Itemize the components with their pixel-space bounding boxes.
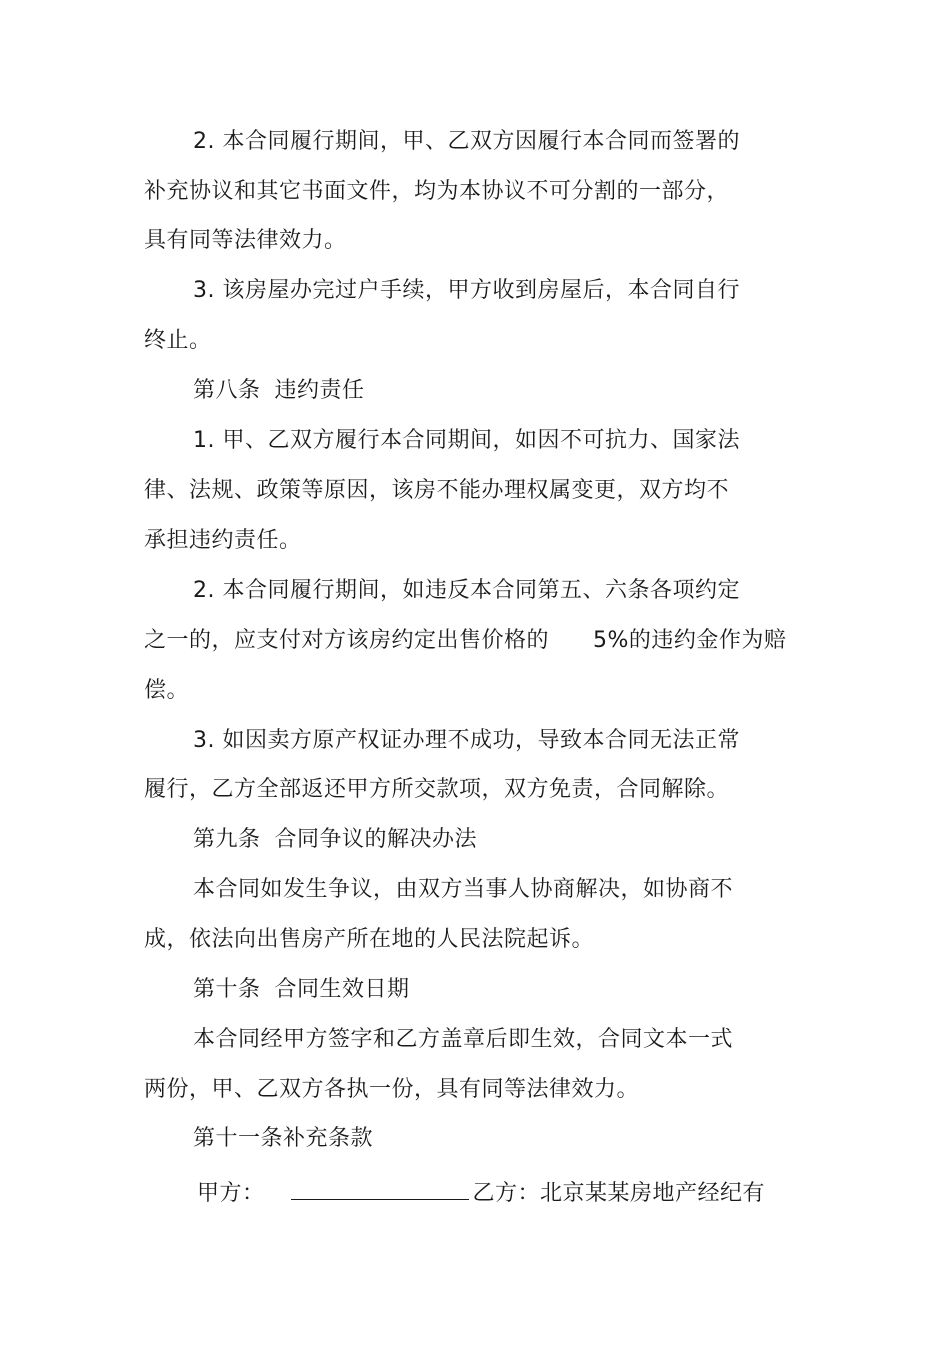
paragraph-line [144, 676, 189, 706]
text: 终止。 [144, 328, 212, 353]
text: 偿。 [144, 678, 190, 703]
article-number: 第九条 [193, 827, 261, 852]
paragraph-line [144, 775, 729, 805]
paragraph-line [144, 226, 347, 256]
text: 的违约金作为赔 [628, 628, 787, 653]
paragraph-line [193, 576, 740, 606]
paragraph-line [193, 1025, 733, 1055]
text: 履行，乙方全部返还甲方所交款项，双方免责，合同解除。 [144, 777, 730, 802]
article-heading-9 [193, 825, 477, 855]
text: 律、法规、政策等原因，该房不能办理权属变更，双方均不 [144, 478, 730, 503]
text: 承担违约责任。 [144, 528, 302, 553]
text: 两份，甲、乙双方各执一份，具有同等法律效力。 [144, 1077, 640, 1102]
paragraph-line [144, 326, 212, 356]
text: 2. 本合同履行期间，甲、乙双方因履行本合同而签署的 [193, 129, 740, 154]
text: 2. 本合同履行期间，如违反本合同第五、六条各项约定 [193, 578, 740, 603]
article-number: 第十条 [193, 977, 261, 1002]
paragraph-line [193, 875, 733, 905]
text: 1. 甲、乙双方履行本合同期间，如因不可抗力、国家法 [193, 428, 740, 453]
paragraph-line [144, 1075, 639, 1105]
article-title: 第十一条补充条款 [193, 1126, 374, 1151]
article-heading-11 [193, 1124, 373, 1154]
paragraph-line [193, 426, 740, 456]
paragraph-line [193, 276, 740, 306]
party-b-label: 乙方：北京某某房地产经纪有 [472, 1181, 766, 1206]
text: 3. 如因卖方原产权证办理不成功，导致本合同无法正常 [193, 728, 740, 753]
paragraph-line [144, 626, 786, 656]
text: 具有同等法律效力。 [144, 228, 347, 253]
paragraph-line [144, 526, 302, 556]
text: 本合同经甲方签字和乙方盖章后即生效，合同文本一式 [193, 1027, 734, 1052]
article-number: 第八条 [193, 378, 261, 403]
article-heading-8 [193, 376, 365, 406]
article-title: 合同生效日期 [274, 977, 410, 1002]
text: 3. 该房屋办完过户手续，甲方收到房屋后，本合同自行 [193, 278, 740, 303]
text: 补充协议和其它书面文件，均为本协议不可分割的一部分， [144, 179, 730, 204]
paragraph-line [144, 177, 729, 207]
article-title: 合同争议的解决办法 [274, 827, 478, 852]
paragraph-line [193, 726, 740, 756]
text: 成，依法向出售房产所在地的人民法院起诉。 [144, 927, 595, 952]
party-a-label: 甲方： [197, 1181, 265, 1206]
paragraph-line [193, 127, 740, 157]
paragraph-line [144, 925, 594, 955]
party-a-signature-blank[interactable] [291, 1177, 469, 1200]
text: 本合同如发生争议，由双方当事人协商解决，如协商不 [193, 877, 734, 902]
article-heading-10 [193, 975, 410, 1005]
text: 之一的，应支付对方该房约定出售价格的 [144, 628, 550, 653]
penalty-percent: 5% [593, 628, 629, 653]
paragraph-line [144, 476, 729, 506]
article-title: 违约责任 [274, 378, 365, 403]
signature-line [197, 1177, 765, 1209]
